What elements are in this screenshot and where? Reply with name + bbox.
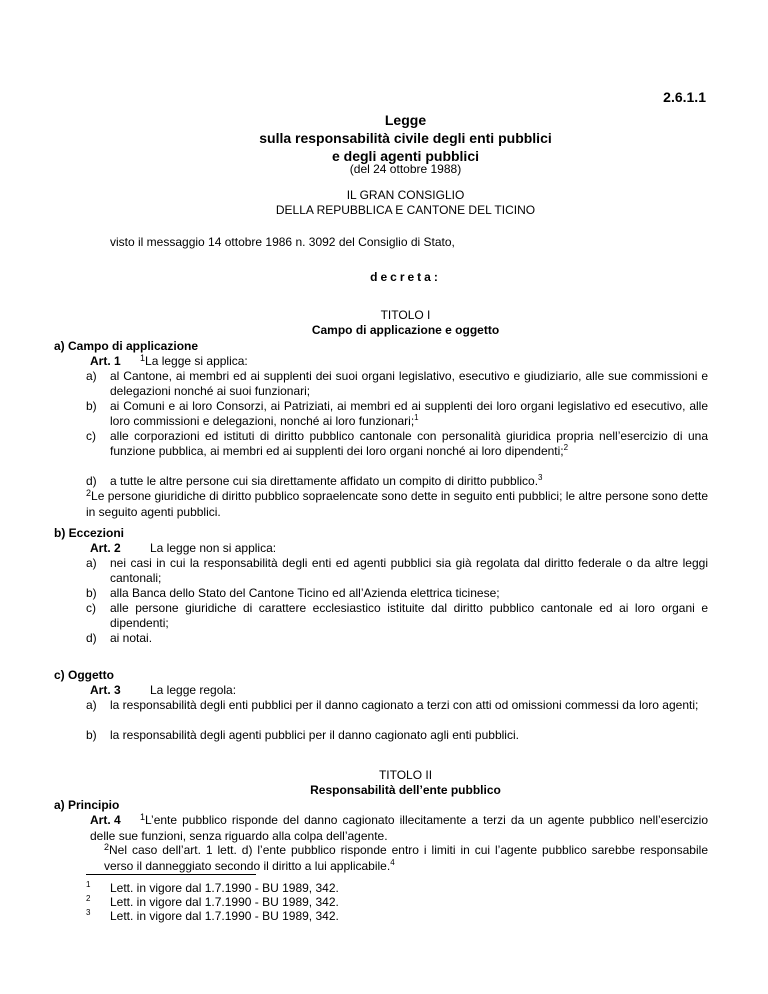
list-item-label: b) <box>86 399 97 413</box>
footnote-number: 1 <box>86 880 91 889</box>
list-item-label: d) <box>86 474 97 488</box>
list-item-text: nei casi in cui la responsabilità degli enti ed agenti pubblici sia già regolata dal diritto federale o da altre leggi cantonali; <box>110 556 708 585</box>
list-item-label: a) <box>86 369 97 383</box>
list-item-text: alle persone giuridiche di carattere ecclesiastico istituite dal diritto pubblico cantonale ed ai loro organi e dipendenti; <box>110 601 708 630</box>
decreta-heading: decreta: <box>370 270 441 284</box>
article-1-number: Art. 1 <box>90 354 121 368</box>
council-heading <box>110 188 701 218</box>
preamble-visto: visto il messaggio 14 ottobre 1986 n. 3092 del Consiglio di Stato, <box>110 235 455 249</box>
article-3-number: Art. 3 <box>90 683 121 697</box>
titolo-1-name: Campo di applicazione e oggetto <box>311 323 500 337</box>
list-item-label: a) <box>86 556 97 570</box>
section-heading-eccezioni: b) Eccezioni <box>54 526 125 540</box>
footnote-divider <box>86 874 256 875</box>
footnote-ref: 4 <box>390 858 395 867</box>
law-title <box>110 111 701 165</box>
list-item <box>86 399 708 429</box>
list-item-label: b) <box>86 586 97 600</box>
law-date: (del 24 ottobre 1988) <box>349 162 462 176</box>
footnote-ref: 2 <box>563 443 569 452</box>
article-1-lead: La legge si applica: <box>145 354 248 368</box>
council-line-1: IL GRAN CONSIGLIO <box>346 188 465 202</box>
paragraph-text: Nel caso dell’art. 1 lett. d) l’ente pubblico risponde entro i limiti in cui l’agente pubblico sarebbe responsabile verso il danneggiato secondo il diritto a lui applicabile. <box>104 843 708 873</box>
list-item-text <box>110 399 708 429</box>
law-title-line-2: sulla responsabilità civile degli enti pubblici <box>259 130 552 146</box>
footnote-text: Lett. in vigore dal 1.7.1990 - BU 1989, 342. <box>110 895 339 909</box>
footnote-ref: 1 <box>414 413 419 422</box>
list-item-text: ai notai. <box>110 631 153 645</box>
article-3-lead: La legge regola: <box>150 683 237 697</box>
article-2-line <box>90 541 276 556</box>
list-item-text: la responsabilità degli agenti pubblici per il danno cagionato agli enti pubblici. <box>110 728 519 742</box>
paragraph-number: 2 <box>104 842 110 852</box>
law-title-line-3: e degli agenti pubblici <box>331 148 479 164</box>
list-item <box>86 586 708 601</box>
footnote-number: 2 <box>86 894 91 903</box>
list-item-text <box>110 474 708 489</box>
titolo-2-heading <box>110 768 701 798</box>
list-item <box>86 474 708 489</box>
article-2-number: Art. 2 <box>90 541 121 555</box>
list-item <box>86 631 708 646</box>
titolo-1-heading <box>110 308 701 338</box>
section-heading-oggetto: c) Oggetto <box>54 668 114 682</box>
document-number: 2.6.1.1 <box>663 89 706 105</box>
section-heading-principio: a) Principio <box>54 798 120 812</box>
list-item-label: c) <box>86 601 96 615</box>
list-item-label: d) <box>86 631 97 645</box>
article-1-line <box>90 354 248 370</box>
list-item <box>86 698 708 728</box>
list-item-body: a tutte le altre persone cui sia direttamente affidato un compito di diritto pubblico. <box>110 474 539 488</box>
list-item-text: la responsabilità degli enti pubblici per il danno cagionato a terzi con atti od omissioni commessi da loro agenti; <box>110 698 699 712</box>
article-2-lead: La legge non si applica: <box>150 541 277 555</box>
list-item <box>86 429 708 474</box>
list-item <box>86 556 708 586</box>
list-item-label: a) <box>86 698 97 712</box>
titolo-2-label: TITOLO II <box>378 768 433 782</box>
list-item <box>86 728 708 743</box>
list-item-label: b) <box>86 728 97 742</box>
section-heading-campo: a) Campo di applicazione <box>54 339 199 353</box>
paragraph-text: L’ente pubblico risponde del danno cagionato illecitamente a terzi da un agente pubblico nell’esercizio delle sue funzioni, senza riguardo alla colpa dell’agente. <box>90 813 708 843</box>
article-4-paragraph-2 <box>104 843 708 874</box>
paragraph-number: 2 <box>86 488 92 498</box>
list-item-text <box>110 429 708 459</box>
paragraph-number: 1 <box>140 353 146 363</box>
article-4-number: Art. 4 <box>90 813 121 827</box>
paragraph-text: Le persone giuridiche di diritto pubblico sopraelencate sono dette in seguito enti pubblici; le altre persone sono dette in seguito agenti pubblici. <box>86 489 708 519</box>
list-item <box>86 369 708 399</box>
list-item-text: alla Banca dello Stato del Cantone Ticino ed all’Azienda elettrica ticinese; <box>110 586 500 600</box>
footnote-ref: 3 <box>538 473 543 482</box>
article-3-line <box>90 683 236 698</box>
list-item-label: c) <box>86 429 96 443</box>
list-item-body: alle corporazioni ed istituti di diritto pubblico cantonale con personalità giuridica propria nell’esercizio di una funzione pubblica, ai membri ed ai supplenti dei loro organi nonché ai loro dipendenti; <box>110 429 708 458</box>
titolo-2-name: Responsabilità dell’ente pubblico <box>310 783 501 797</box>
law-title-line-1: Legge <box>384 112 427 128</box>
titolo-1-label: TITOLO I <box>380 308 431 322</box>
footnote-text: Lett. in vigore dal 1.7.1990 - BU 1989, 342. <box>110 909 339 923</box>
article-4-paragraph-1 <box>90 813 708 844</box>
article-1-paragraph-2 <box>86 489 708 520</box>
paragraph-number: 1 <box>140 812 146 822</box>
footnote-text: Lett. in vigore dal 1.7.1990 - BU 1989, 342. <box>110 881 339 895</box>
council-line-2: DELLA REPUBBLICA E CANTONE DEL TICINO <box>275 203 536 217</box>
list-item-text: al Cantone, ai membri ed ai supplenti dei suoi organi legislativo, esecutivo e giudiziario, alle sue commissioni e delegazioni nonché ai suoi funzionari; <box>110 369 708 398</box>
footnote-number: 3 <box>86 908 91 917</box>
list-item-body: ai Comuni e ai loro Consorzi, ai Patriziati, ai membri ed ai supplenti dei loro organi legislativo ed esecutivo, alle loro commissioni e delegazioni, nonché ai loro funzionari; <box>110 399 708 428</box>
list-item <box>86 601 708 631</box>
